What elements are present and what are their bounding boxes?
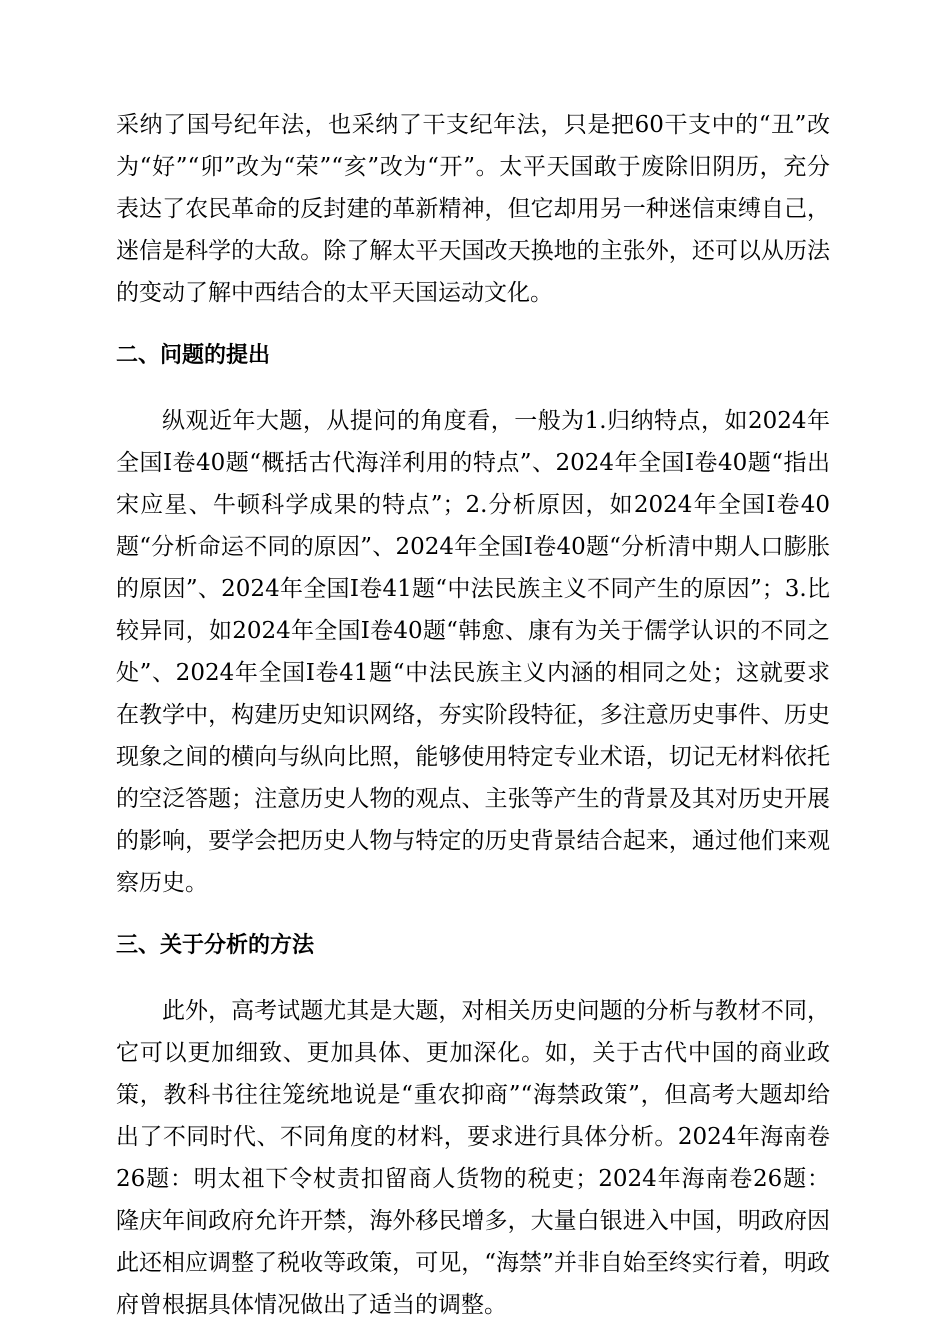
document-page <box>116 104 830 1326</box>
section-heading-question-raising: 二、问题的提出 <box>116 343 271 368</box>
section-heading-analysis-method: 三、关于分析的方法 <box>116 933 315 958</box>
paragraph-calendar-conclusion: 采纳了国号纪年法，也采纳了干支纪年法，只是把60干支中的“丑”改为“好”“卯”改为“荣”“亥”改为“开”。太平天国敢于废除旧阴历，充分表达了农民革命的反封建的革新精神，但它却用另一种迷信束缚自己，迷信是科学的大敌。除了解太平天国改天换地的主张外，还可以从历法的变动了解中西结合的太平天国运动文化。 <box>116 112 830 306</box>
paragraph-question-types: 纵观近年大题，从提问的角度看，一般为1.归纳特点，如2024年全国Ⅰ卷40题“概括古代海洋利用的特点”、2024年全国Ⅰ卷40题“指出宋应星、牛顿科学成果的特点”；2.分析原因，如2024年全国Ⅰ卷40题“分析命运不同的原因”、2024年全国Ⅰ卷40题“分析清中期人口膨胀的原因”、2024年全国Ⅰ卷41题“中法民族主义不同产生的原因”；3.比较异同，如2024年全国Ⅰ卷40题“韩愈、康有为关于儒学认识的不同之处”、2024年全国Ⅰ卷41题“中法民族主义内涵的相同之处；这就要求在教学中，构建历史知识网络，夯实阶段特征，多注意历史事件、历史现象之间的横向与纵向比照，能够使用特定专业术语，切记无材料依托的空泛答题；注意历史人物的观点、主张等产生的背景及其对历史开展的影响，要学会把历史人物与特定的历史背景结合起来，通过他们来观察历史。 <box>116 408 830 896</box>
paragraph-analysis-method: 此外，高考试题尤其是大题，对相关历史问题的分析与教材不同，它可以更加细致、更加具体、更加深化。如，关于古代中国的商业政策，教科书往往笼统地说是“重农抑商”“海禁政策”，但高考大题却给出了不同时代、不同角度的材料，要求进行具体分析。2024年海南卷26题：明太祖下令杖责扣留商人货物的税吏；2024年海南卷26题：隆庆年间政府允许开禁，海外移民增多，大量白银进入中国，明政府因此还相应调整了税收等政策，可见，“海禁”并非自始至终实行着，明政府曾根据具体情况做出了适当的调整。 <box>116 998 830 1318</box>
